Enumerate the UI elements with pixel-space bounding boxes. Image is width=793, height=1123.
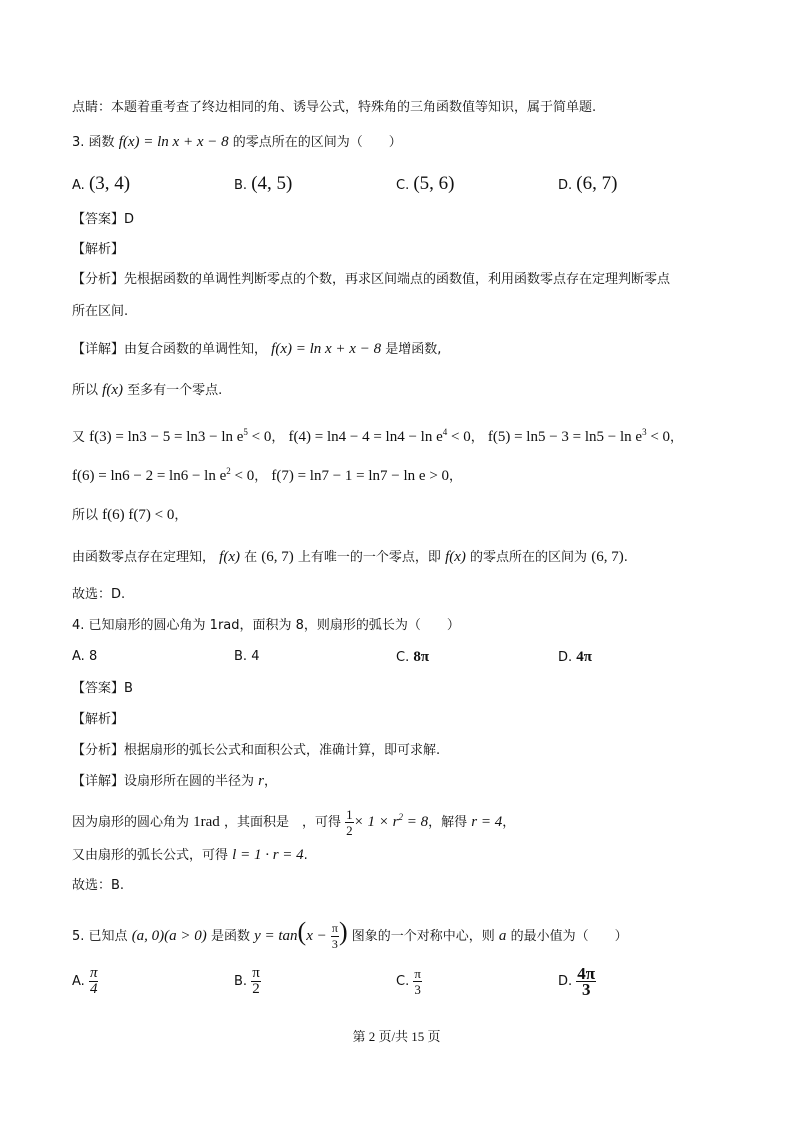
area-equation: × $1 \times r^2 = 8$ — [353, 812, 429, 830]
math: y = tan — [254, 928, 298, 944]
option-letter: A. — [72, 178, 85, 193]
option-fraction: $\frac{\pi}{2}$ — [252, 965, 260, 997]
math: (6, 7) — [591, 549, 624, 565]
math: f(x) — [102, 382, 123, 398]
q3-stem-suffix: 的零点所在的区间为（ ） — [232, 135, 402, 150]
text: 又由扇形的弧长公式，可得 — [72, 848, 229, 863]
option-letter: B. — [234, 178, 248, 193]
option-letter: D. — [558, 974, 573, 989]
q4-option-b — [234, 648, 259, 666]
q3-conclusion: 由函数零点存在定理知， f(x) 在 (6, 7) 上有唯一的一个零点，即 f(x) 的零点所在的区间为 (6, 7). — [72, 549, 628, 565]
q4-option-c — [396, 648, 429, 667]
q3-analysis-line1: 【分析】先根据函数的单调性判断零点的个数，再求区间端点的函数值，利用函数零点存在定理判断零点 — [72, 272, 671, 287]
option-value: 4 — [251, 649, 260, 664]
remark-line: 点睛：本题着重考查了终边相同的角、诱导公式，特殊角的三角函数值等知识，属于简单题. — [72, 100, 597, 115]
option-value: (4, 5) — [251, 173, 293, 194]
text: 5. 已知点 — [72, 929, 128, 944]
q3-product: 所以 f(6) f(7) < 0， — [72, 507, 188, 523]
q3-stem-prefix: 3. 函数 — [72, 135, 115, 150]
f7-expression: f(7) = ln7 − 1 = ln7 − ln e > 0 — [271, 468, 450, 484]
f4-expression: $f(4) = \ln 4 - 4 = \ln 4 - \ln e^4 < 0$ — [288, 427, 471, 445]
text: 是函数 — [210, 929, 250, 944]
detail-suffix: 是增函数, — [385, 342, 442, 357]
f5-expression: $f(5) = \ln 5 - 3 = \ln 5 - \ln e^3 < 0$ — [487, 427, 671, 445]
f6-expression: $f(6) = \ln 6 - 2 = \ln 6 - \ln e^2 < 0$ — [72, 466, 255, 484]
q4-jiexi: 【解析】 — [72, 712, 125, 727]
math: f(6) f(7) < 0 — [102, 507, 175, 523]
text: 的零点所在的区间为 — [470, 550, 588, 565]
text: 上有唯一的一个零点，即 — [297, 550, 441, 565]
math: l = 1 · r = 4 — [232, 847, 304, 863]
text: 在 — [244, 550, 258, 565]
q3-function: f(x) = ln x + x − 8 — [118, 134, 229, 150]
text: 的最小值为（ ） — [510, 929, 628, 944]
option-letter: B. — [234, 649, 248, 664]
text: 所以 — [72, 383, 99, 398]
q3-option-d — [558, 175, 617, 195]
q4-option-a — [72, 648, 97, 666]
q5-option-b — [234, 962, 261, 1002]
option-value: 8 — [88, 649, 98, 664]
fraction-pi-over-3: $\frac{\pi}{3}$ — [331, 921, 338, 951]
fraction-one-half: $\frac{1}{2}$ — [346, 807, 353, 838]
option-value: 4π — [576, 649, 593, 665]
q3-most-one-zero — [72, 381, 222, 400]
option-letter: C. — [396, 178, 410, 193]
option-value: (3, 4) — [88, 173, 131, 194]
q5-option-a — [72, 962, 98, 1002]
q4-answer: 【答案】B — [72, 681, 133, 696]
q4-analysis: 【分析】根据扇形的弧长公式和面积公式，准确计算，即可求解. — [72, 743, 441, 758]
q3-option-a — [72, 175, 130, 195]
q5-option-d — [558, 962, 596, 1002]
left-paren: ( — [297, 917, 307, 946]
q4-option-d — [558, 648, 592, 667]
math: f(x) — [219, 549, 240, 565]
option-letter: C. — [396, 650, 410, 665]
detail-prefix: 【详解】由复合函数的单调性知， — [72, 342, 268, 357]
right-paren: ) — [338, 917, 348, 946]
option-letter: B. — [234, 974, 248, 989]
q3-analysis-line2: 所在区间. — [72, 304, 129, 319]
q3-values-line1: 又 $f(3) = \ln 3 - 5 = \ln 3 - \ln e^5 < 0$， $f(4) = \ln 4 - 4 = \ln 4 - \ln e^4 < 0$， $f(5) = \ln 5 - 3 = \ln 5 - \ln e^3 < 0$， — [72, 427, 684, 445]
q4-stem: 4. 已知扇形的圆心角为 1rad，面积为 8，则扇形的弧长为（ ） — [72, 618, 460, 633]
option-letter: A. — [72, 974, 85, 989]
math: (a, 0)(a > 0) — [131, 928, 207, 944]
page-footer: 第 2 页/共 15 页 — [352, 1029, 441, 1044]
text: 又 — [72, 430, 86, 445]
q3-option-b — [234, 175, 292, 195]
math: a — [498, 928, 507, 944]
option-value: 8π — [413, 649, 430, 665]
q5-option-c — [396, 962, 422, 1002]
option-letter: A. — [72, 649, 85, 664]
q3-option-c — [396, 175, 455, 195]
q3-answer: 【答案】D — [72, 212, 135, 227]
q3-detail — [72, 340, 441, 359]
q4-detail: 【详解】设扇形所在圆的半径为 r， — [72, 773, 278, 789]
f3-expression: $f(3) = \ln 3 - 5 = \ln 3 - \ln e^5 < 0$ — [89, 427, 272, 445]
math: r — [258, 773, 264, 789]
option-fraction: $\frac{\pi}{3}$ — [414, 966, 421, 997]
q4-area-line: 因为扇形的圆心角为 1rad ，其面积是 ，可得 $\frac{1}{2}$ × $1 \times r^2 = 8$，解得 r = 4， — [72, 807, 516, 838]
text: 至多有一个零点. — [127, 383, 223, 398]
q3-stem — [72, 133, 402, 152]
detail-function: f(x) = ln x + x − 8 — [271, 341, 382, 357]
math: r = 4 — [471, 814, 503, 830]
q3-choose: 故选：D. — [72, 587, 126, 602]
q3-jiexi: 【解析】 — [72, 242, 125, 257]
text: 因为扇形的圆心角为 — [72, 815, 190, 830]
text: ，解得 — [428, 815, 468, 830]
option-value: (5, 6) — [413, 173, 455, 194]
text: 图象的一个对称中心，则 — [351, 929, 495, 944]
text: 由函数零点存在定理知， — [72, 550, 216, 565]
q4-choose: 故选：B. — [72, 878, 125, 893]
math: f(x) — [445, 549, 466, 565]
q4-arc-length: 又由扇形的弧长公式，可得 l = 1 · r = 4. — [72, 847, 308, 863]
option-value: (6, 7) — [576, 173, 618, 194]
text: 【详解】设扇形所在圆的半径为 — [72, 774, 255, 789]
q5-stem — [72, 915, 628, 954]
text: 所以 — [72, 508, 99, 523]
math: 1rad — [193, 814, 220, 830]
option-letter: D. — [558, 178, 573, 193]
option-letter: C. — [396, 974, 410, 989]
q3-values-line2: $f(6) = \ln 6 - 2 = \ln 6 - \ln e^2 < 0$， f(7) = ln7 − 1 = ln7 − ln e > 0， — [72, 466, 463, 484]
text: ，其面积是 ，可得 — [223, 815, 341, 830]
option-fraction: $\frac{4\pi}{3}$ — [577, 964, 596, 999]
math: x − — [306, 928, 327, 944]
option-fraction: $\frac{\pi}{4}$ — [89, 965, 98, 997]
option-letter: D. — [558, 650, 573, 665]
math: (6, 7) — [261, 549, 294, 565]
